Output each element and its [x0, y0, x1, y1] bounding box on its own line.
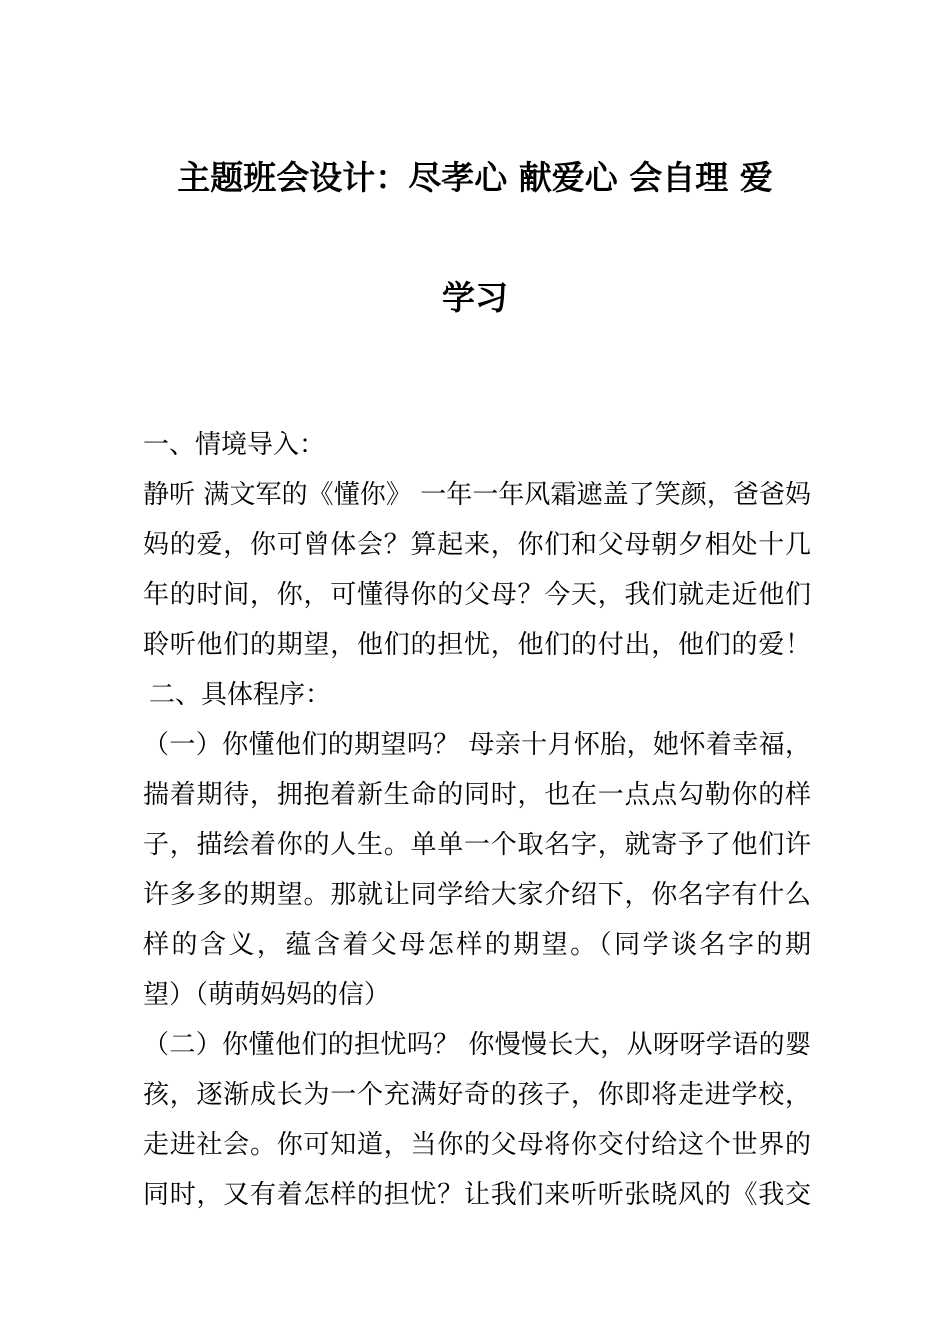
document-body [143, 420, 811, 1220]
body-line: （二）你懂他们的担忧吗？ 你慢慢长大，从呀呀学语的婴 [143, 1030, 811, 1060]
document-title-line-2: 学习 [442, 278, 508, 317]
body-line: 聆听他们的期望，他们的担忧，他们的付出，他们的爱！ [143, 630, 811, 660]
body-line: （一）你懂他们的期望吗？ 母亲十月怀胎，她怀着幸福， [143, 730, 811, 760]
body-line: 同时，又有着怎样的担忧？让我们来听听张晓风的《我交 [143, 1180, 811, 1210]
body-line: 子，描绘着你的人生。单单一个取名字，就寄予了他们许 [143, 830, 811, 860]
document-title-line-1: 主题班会设计：尽孝心 献爱心 会自理 爱 [177, 158, 773, 197]
body-line: 样的含义，蕴含着父母怎样的期望。（同学谈名字的期 [143, 930, 811, 960]
body-line: 年的时间，你，可懂得你的父母？今天，我们就走近他们 [143, 580, 811, 610]
body-line: 走进社会。你可知道，当你的父母将你交付给这个世界的 [143, 1130, 811, 1160]
body-line: 孩，逐渐成长为一个充满好奇的孩子，你即将走进学校， [143, 1080, 811, 1110]
body-line: 许多多的期望。那就让同学给大家介绍下，你名字有什么 [143, 880, 811, 910]
body-line: 静听 满文军的《懂你》 一年一年风霜遮盖了笑颜，爸爸妈 [143, 480, 811, 510]
body-line: 妈的爱，你可曾体会？算起来，你们和父母朝夕相处十几 [143, 530, 811, 560]
body-line: 望）（萌萌妈妈的信） [143, 980, 391, 1010]
section-heading-situation-intro: 一、情境导入： [143, 430, 326, 460]
section-heading-procedure: 二、具体程序： [149, 680, 332, 710]
body-line: 揣着期待，拥抱着新生命的同时，也在一点点勾勒你的样 [143, 780, 811, 810]
